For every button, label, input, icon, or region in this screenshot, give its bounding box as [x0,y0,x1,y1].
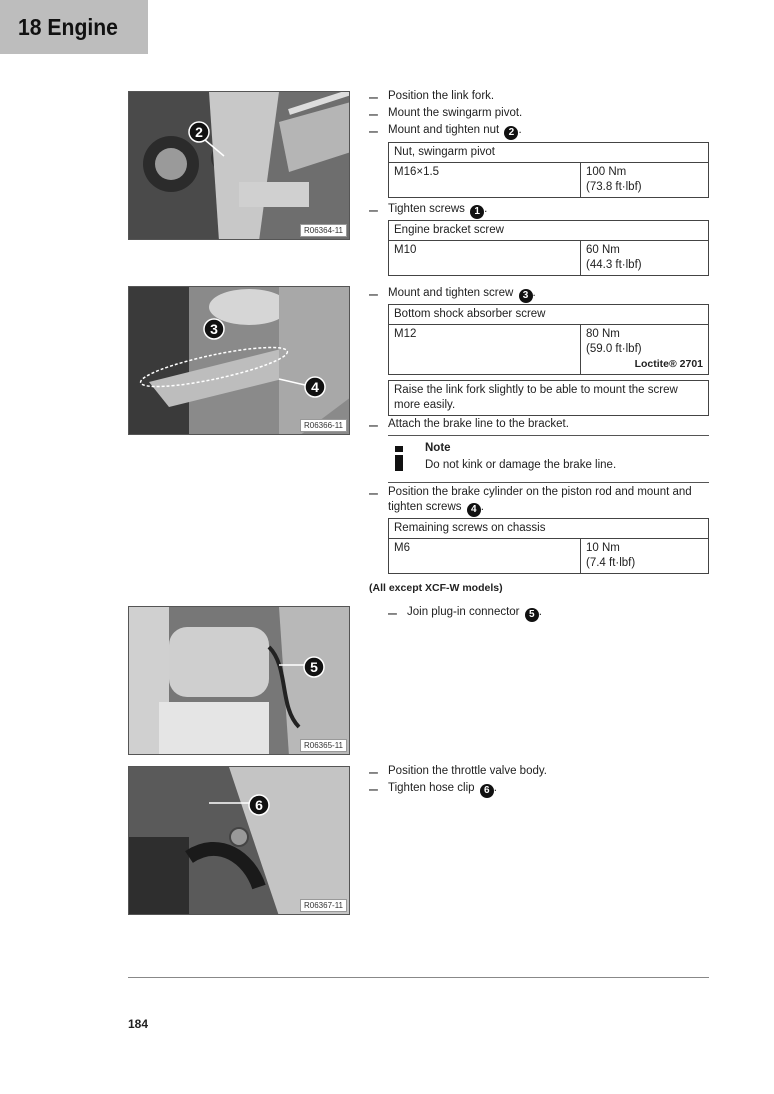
tip-box: Raise the link fork slightly to be able to mount the screw more easily. [388,380,709,416]
photo-throttle-body [128,766,350,915]
chapter-title: 18 Engine [18,14,118,40]
callout-number: 5 [525,608,539,622]
photo-code: R06367-11 [300,899,347,912]
footer-divider [128,977,709,978]
note-body: Do not kink or damage the brake line. [425,459,617,471]
marker-4: 4 [311,379,319,395]
torque-table-shock-screw: Bottom shock absorber screw M12 80 Nm (59.0 ft·lbf) Loctite® 2701 [388,304,709,375]
marker-3: 3 [210,321,218,337]
chapter-header [0,0,148,54]
page-number: 184 [128,1017,149,1031]
swingarm-photo-graphic [129,92,350,240]
connector-photo-graphic [129,607,350,755]
callout-number: 1 [470,205,484,219]
marker-5: 5 [310,659,318,675]
marker-6: 6 [255,797,263,813]
photo-code: R06366-11 [300,419,347,432]
callout-number: 3 [519,289,533,303]
marker-2: 2 [195,124,203,140]
step-position-brake-cylinder: – Position the brake cylinder on the piston rod and mount and tighten screws 4 . [369,485,692,515]
note-title: Note [425,442,451,454]
callout-number: 2 [504,126,518,140]
photo-swingarm-pivot [128,91,350,240]
torque-table-engine-bracket: Engine bracket screw M10 60 Nm (44.3 ft·lbf) [388,220,709,276]
note-block [388,435,709,483]
throttle-photo-graphic [129,767,350,915]
info-icon [394,446,404,471]
torque-table-swingarm-nut: Nut, swingarm pivot M16×1.5 100 Nm (73.8 ft·lbf) [388,142,709,198]
shock-photo-graphic [129,287,350,435]
photo-code: R06365-11 [300,739,347,752]
photo-shock-screw [128,286,350,435]
callout-number: 4 [467,503,481,517]
model-condition-label: (All except XCF-W models) [369,582,503,594]
torque-table-chassis-screws: Remaining screws on chassis M6 10 Nm (7.4 ft·lbf) [388,518,709,574]
loctite-label: Loctite® 2701 [634,358,703,370]
photo-plug-connector [128,606,350,755]
photo-code: R06364-11 [300,224,347,237]
callout-number: 6 [480,784,494,798]
